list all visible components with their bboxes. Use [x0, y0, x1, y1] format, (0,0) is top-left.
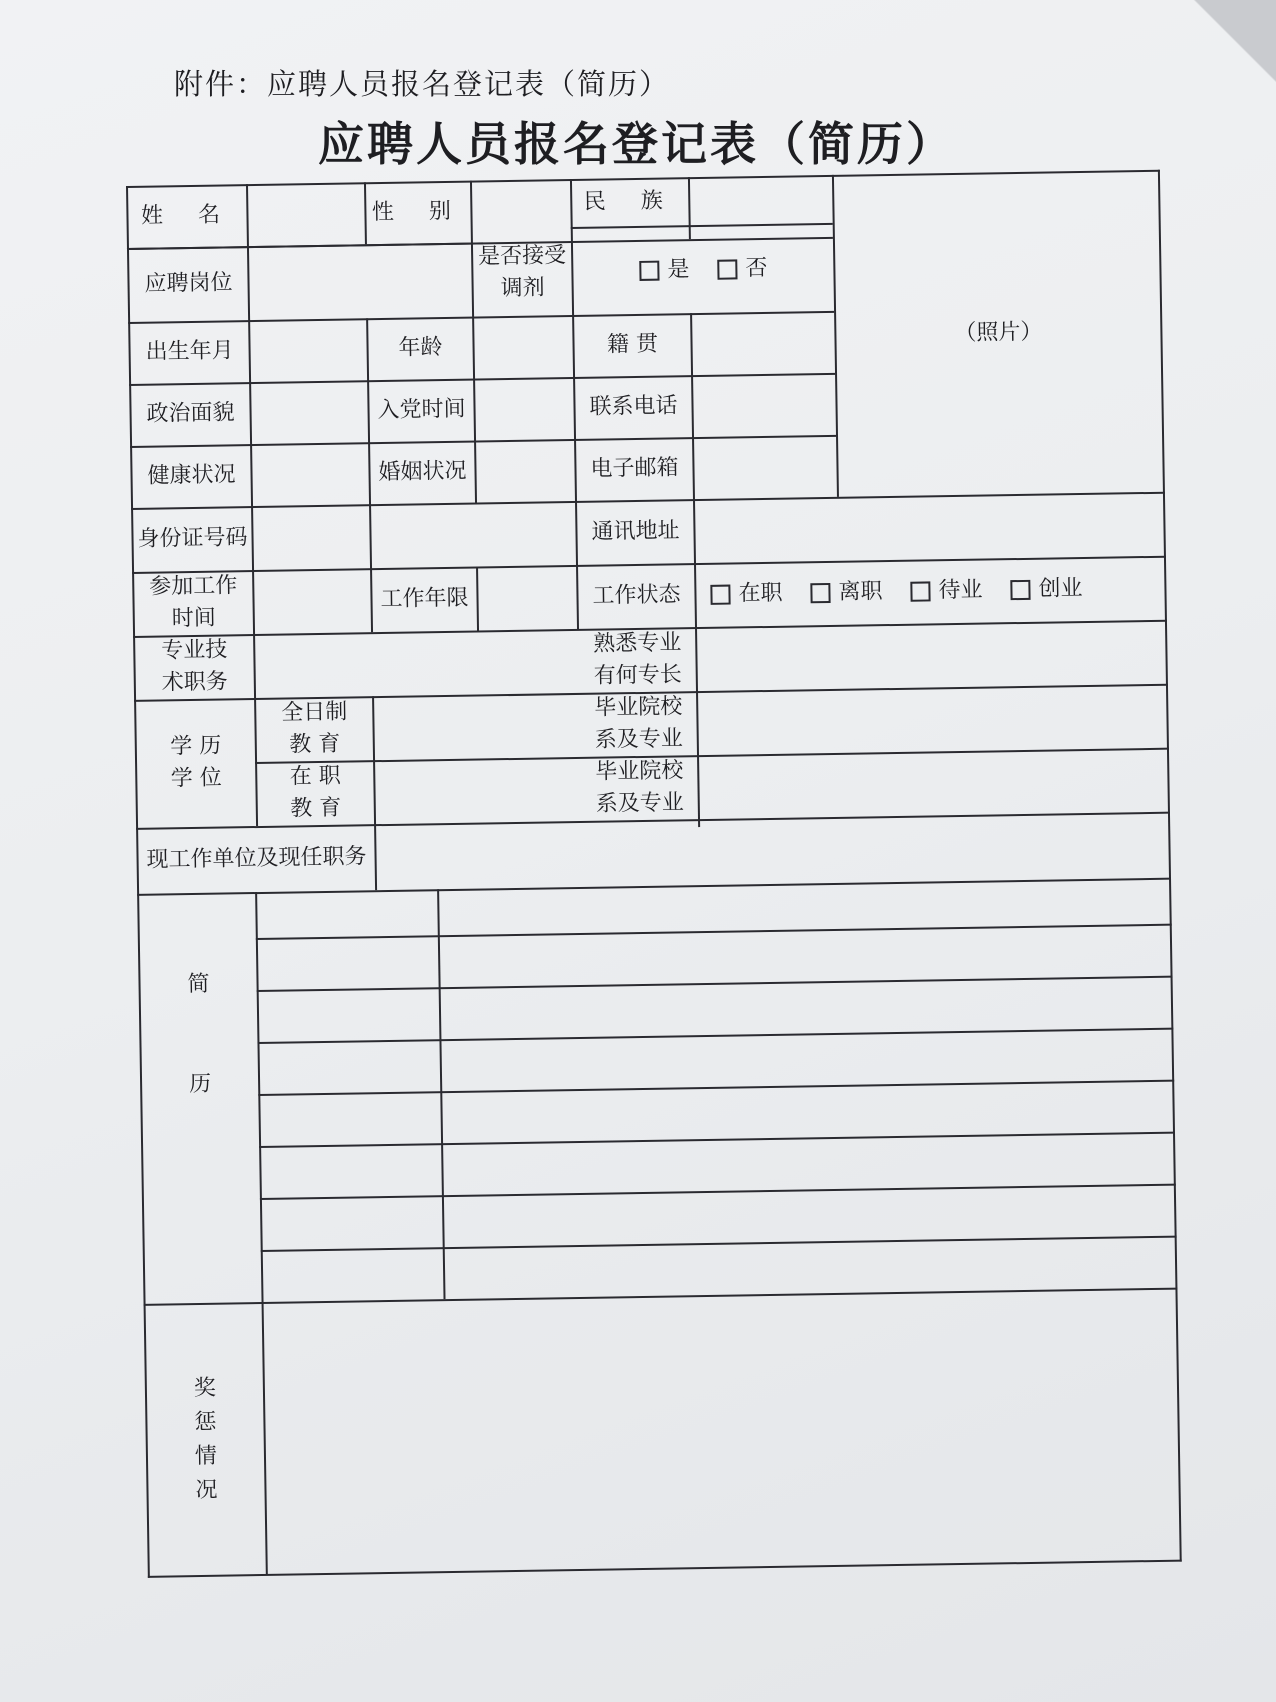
work-years-field[interactable] [478, 567, 577, 631]
status-employed-option[interactable]: 在职 [710, 578, 783, 611]
label-party-date: 入党时间 [377, 396, 466, 424]
work-start-field[interactable] [254, 570, 371, 634]
label-accept-adjust: 是否接受 调剂 [477, 243, 567, 302]
label-native-place: 籍 贯 [606, 331, 659, 358]
politics-field[interactable] [251, 382, 368, 444]
label-work-start: 参加工作 时间 [149, 573, 238, 632]
marriage-field[interactable] [476, 441, 575, 503]
label-ethnicity: 民 族 [583, 188, 677, 215]
label-education: 学 历 学 位 [170, 733, 223, 792]
adjust-no-option[interactable]: 否 [717, 253, 768, 286]
label-age: 年龄 [398, 335, 443, 361]
label-work-status: 工作状态 [592, 582, 681, 609]
attachment-heading: 附件：应聘人员报名登记表（简历） [174, 67, 671, 101]
label-position: 应聘岗位 [144, 270, 233, 297]
status-startup-option[interactable]: 创业 [1010, 573, 1083, 606]
resume-entries[interactable] [257, 880, 1175, 1302]
work-status-options [696, 556, 1165, 627]
name-field[interactable] [248, 184, 365, 246]
label-current-unit: 现工作单位及现任职务 [146, 844, 367, 873]
status-unemployed-option[interactable]: 待业 [910, 575, 983, 608]
label-resume-2: 历 [188, 1071, 212, 1098]
label-id-number: 身份证号码 [137, 525, 248, 552]
checkbox-icon[interactable] [810, 583, 830, 603]
label-inservice-school: 毕业院校 系及专业 [595, 758, 684, 817]
id-number-field[interactable] [253, 503, 576, 570]
native-place-field[interactable] [692, 313, 835, 375]
label-birth: 出生年月 [145, 338, 234, 365]
address-field[interactable] [695, 494, 1164, 563]
health-field[interactable] [252, 444, 369, 506]
paper-corner [1186, 0, 1276, 140]
label-specialty: 熟悉专业 有何专长 [593, 630, 682, 689]
party-date-field[interactable] [475, 379, 574, 441]
label-email: 电子邮箱 [590, 455, 679, 482]
adjust-yes-option[interactable]: 是 [639, 254, 690, 287]
label-gender: 性 别 [371, 198, 466, 226]
checkbox-icon[interactable] [910, 581, 930, 601]
label-address: 通讯地址 [591, 518, 680, 545]
status-resigned-option[interactable]: 离职 [810, 576, 883, 609]
current-unit-field[interactable] [376, 814, 1169, 890]
label-politics: 政治面貌 [146, 400, 235, 427]
label-fulltime-school: 毕业院校 系及专业 [594, 694, 683, 753]
checkbox-icon[interactable] [710, 585, 730, 605]
label-inservice: 在 职 教 育 [289, 763, 342, 822]
label-rewards: 奖 惩 情 况 [193, 1375, 218, 1504]
registration-form [126, 170, 1182, 1578]
label-health: 健康状况 [147, 462, 236, 489]
label-work-years: 工作年限 [380, 585, 469, 613]
rewards-field[interactable] [264, 1290, 1180, 1574]
label-name: 姓 名 [140, 202, 235, 229]
label-fulltime: 全日制 教 育 [281, 699, 348, 758]
checkbox-icon[interactable] [639, 261, 659, 281]
label-tech-title: 专业技 术职务 [161, 637, 228, 696]
form-title: 应聘人员报名登记表（简历） [318, 117, 955, 171]
birth-field[interactable] [250, 320, 367, 382]
label-phone: 联系电话 [589, 393, 678, 420]
specialty-field[interactable] [697, 622, 1166, 691]
checkbox-icon[interactable] [717, 259, 737, 279]
phone-field[interactable] [693, 375, 836, 437]
label-resume-1: 简 [187, 971, 210, 998]
ethnicity-field[interactable] [690, 177, 833, 225]
age-field[interactable] [474, 317, 573, 379]
photo-placeholder[interactable]: （照片） [954, 319, 1043, 347]
adjust-options [573, 225, 834, 315]
inservice-school-field[interactable] [699, 750, 1168, 819]
email-field[interactable] [694, 437, 837, 499]
checkbox-icon[interactable] [1010, 580, 1030, 600]
fulltime-school-field[interactable] [698, 686, 1167, 755]
position-field[interactable] [249, 245, 472, 320]
label-marriage: 婚姻状况 [378, 458, 467, 486]
